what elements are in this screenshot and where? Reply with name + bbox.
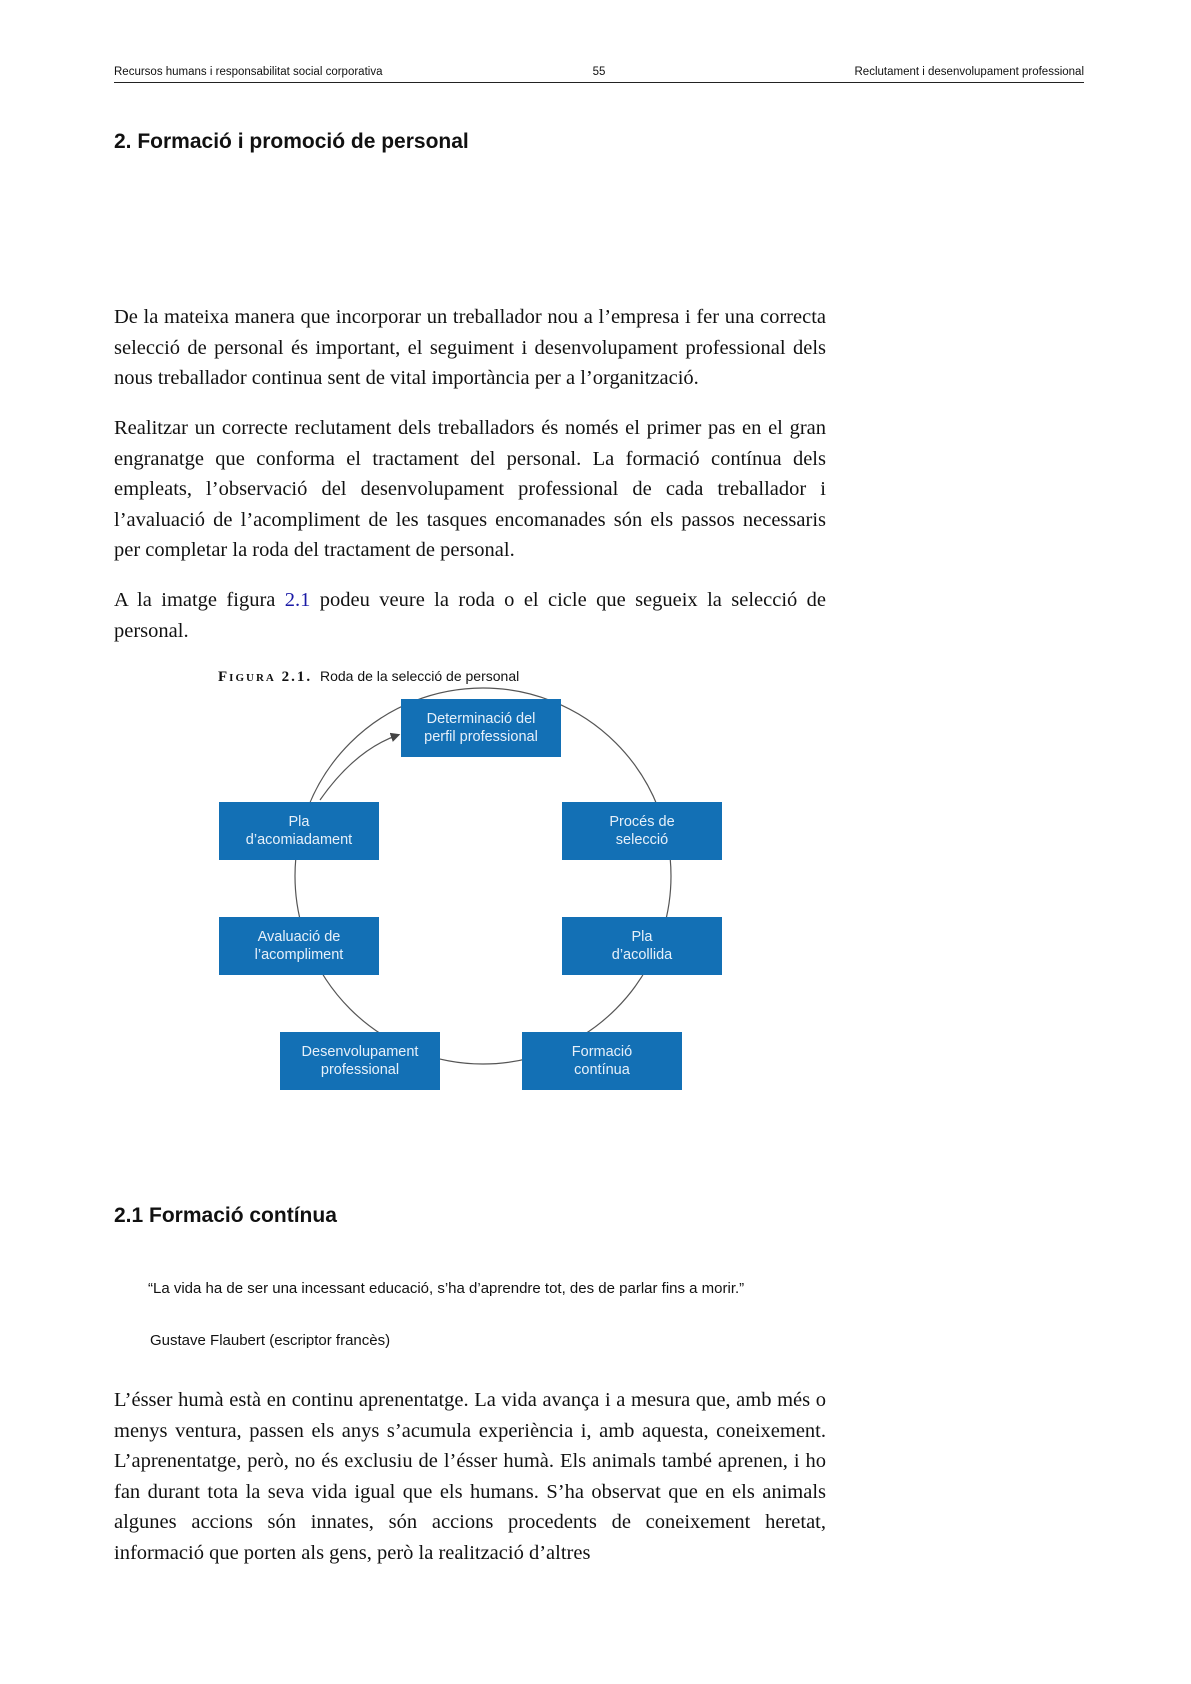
figure-caption (218, 668, 519, 686)
step-box-development: Desenvolupament professional (280, 1032, 440, 1090)
paragraph-2: Realitzar un correcte reclutament dels treballadors és només el primer pas en el gran engranatge que conforma el tractament del personal. La formació contínua dels empleats, l’observació del desenvolupament professional de cada treballador i l’avaluació de l’acompliment de les tasques encomanades són els passos necessaris per completar la roda del tractament de personal. (114, 417, 826, 561)
page-number: 55 (592, 66, 606, 78)
step-box-training: Formació contínua (522, 1032, 682, 1090)
header-book-title: Recursos humans i responsabilitat social corporativa (114, 66, 383, 78)
running-header (114, 64, 1084, 83)
epigraph-quote: “La vida ha de ser una incessant educació, s’ha d’aprendre tot, des de parlar fins a morir.” (148, 1280, 745, 1297)
paragraph-figure-ref (114, 585, 826, 646)
figure-ref-text-before: A la imatge figura (114, 589, 285, 611)
paragraph-closing: L’ésser humà està en continu aprenentatge. La vida avança i a mesura que, amb més o menys ventura, passen els anys s’acumula experiència i, amb aquesta, coneixement. L’aprenentatge, però, no és exclusiu de l’ésser humà. Els animals també aprenen, i ho fan durant tota la seva vida igual que els humans. S’ha observat que en els animals algunes accions són innates, són accions procedents de coneixement heretat, informació que porten als gens, però la realització d’altres (114, 1389, 826, 1564)
header-chapter-title: Reclutament i desenvolupament professional (854, 66, 1084, 78)
figure-label: Figura 2.1. (218, 669, 313, 685)
epigraph-author: Gustave Flaubert (escriptor francès) (150, 1332, 391, 1349)
figure-ref-text-after: podeu veure la roda o el cicle que segueix la selecció de personal. (114, 589, 827, 642)
section-title: 2. Formació i promoció de personal (114, 130, 469, 153)
figure-caption-text: Roda de la selecció de personal (319, 668, 520, 684)
figure-link[interactable]: 2.1 (284, 589, 311, 611)
step-box-dismissal: Pla d’acomiadament (219, 802, 379, 860)
paragraph-1: De la mateixa manera que incorporar un treballador nou a l’empresa i fer una correcta selecció de personal és important, el seguiment i desenvolupament professional dels nous treballador continua sent de vital importància per a l’organització. (114, 306, 826, 389)
cycle-arrow (320, 735, 398, 800)
subsection-title: 2.1 Formació contínua (114, 1204, 337, 1227)
step-box-selection: Procés de selecció (562, 802, 722, 860)
step-box-onboarding: Pla d’acollida (562, 917, 722, 975)
step-box-evaluation: Avaluació de l’acompliment (219, 917, 379, 975)
step-box-profile: Determinació del perfil professional (401, 699, 561, 757)
